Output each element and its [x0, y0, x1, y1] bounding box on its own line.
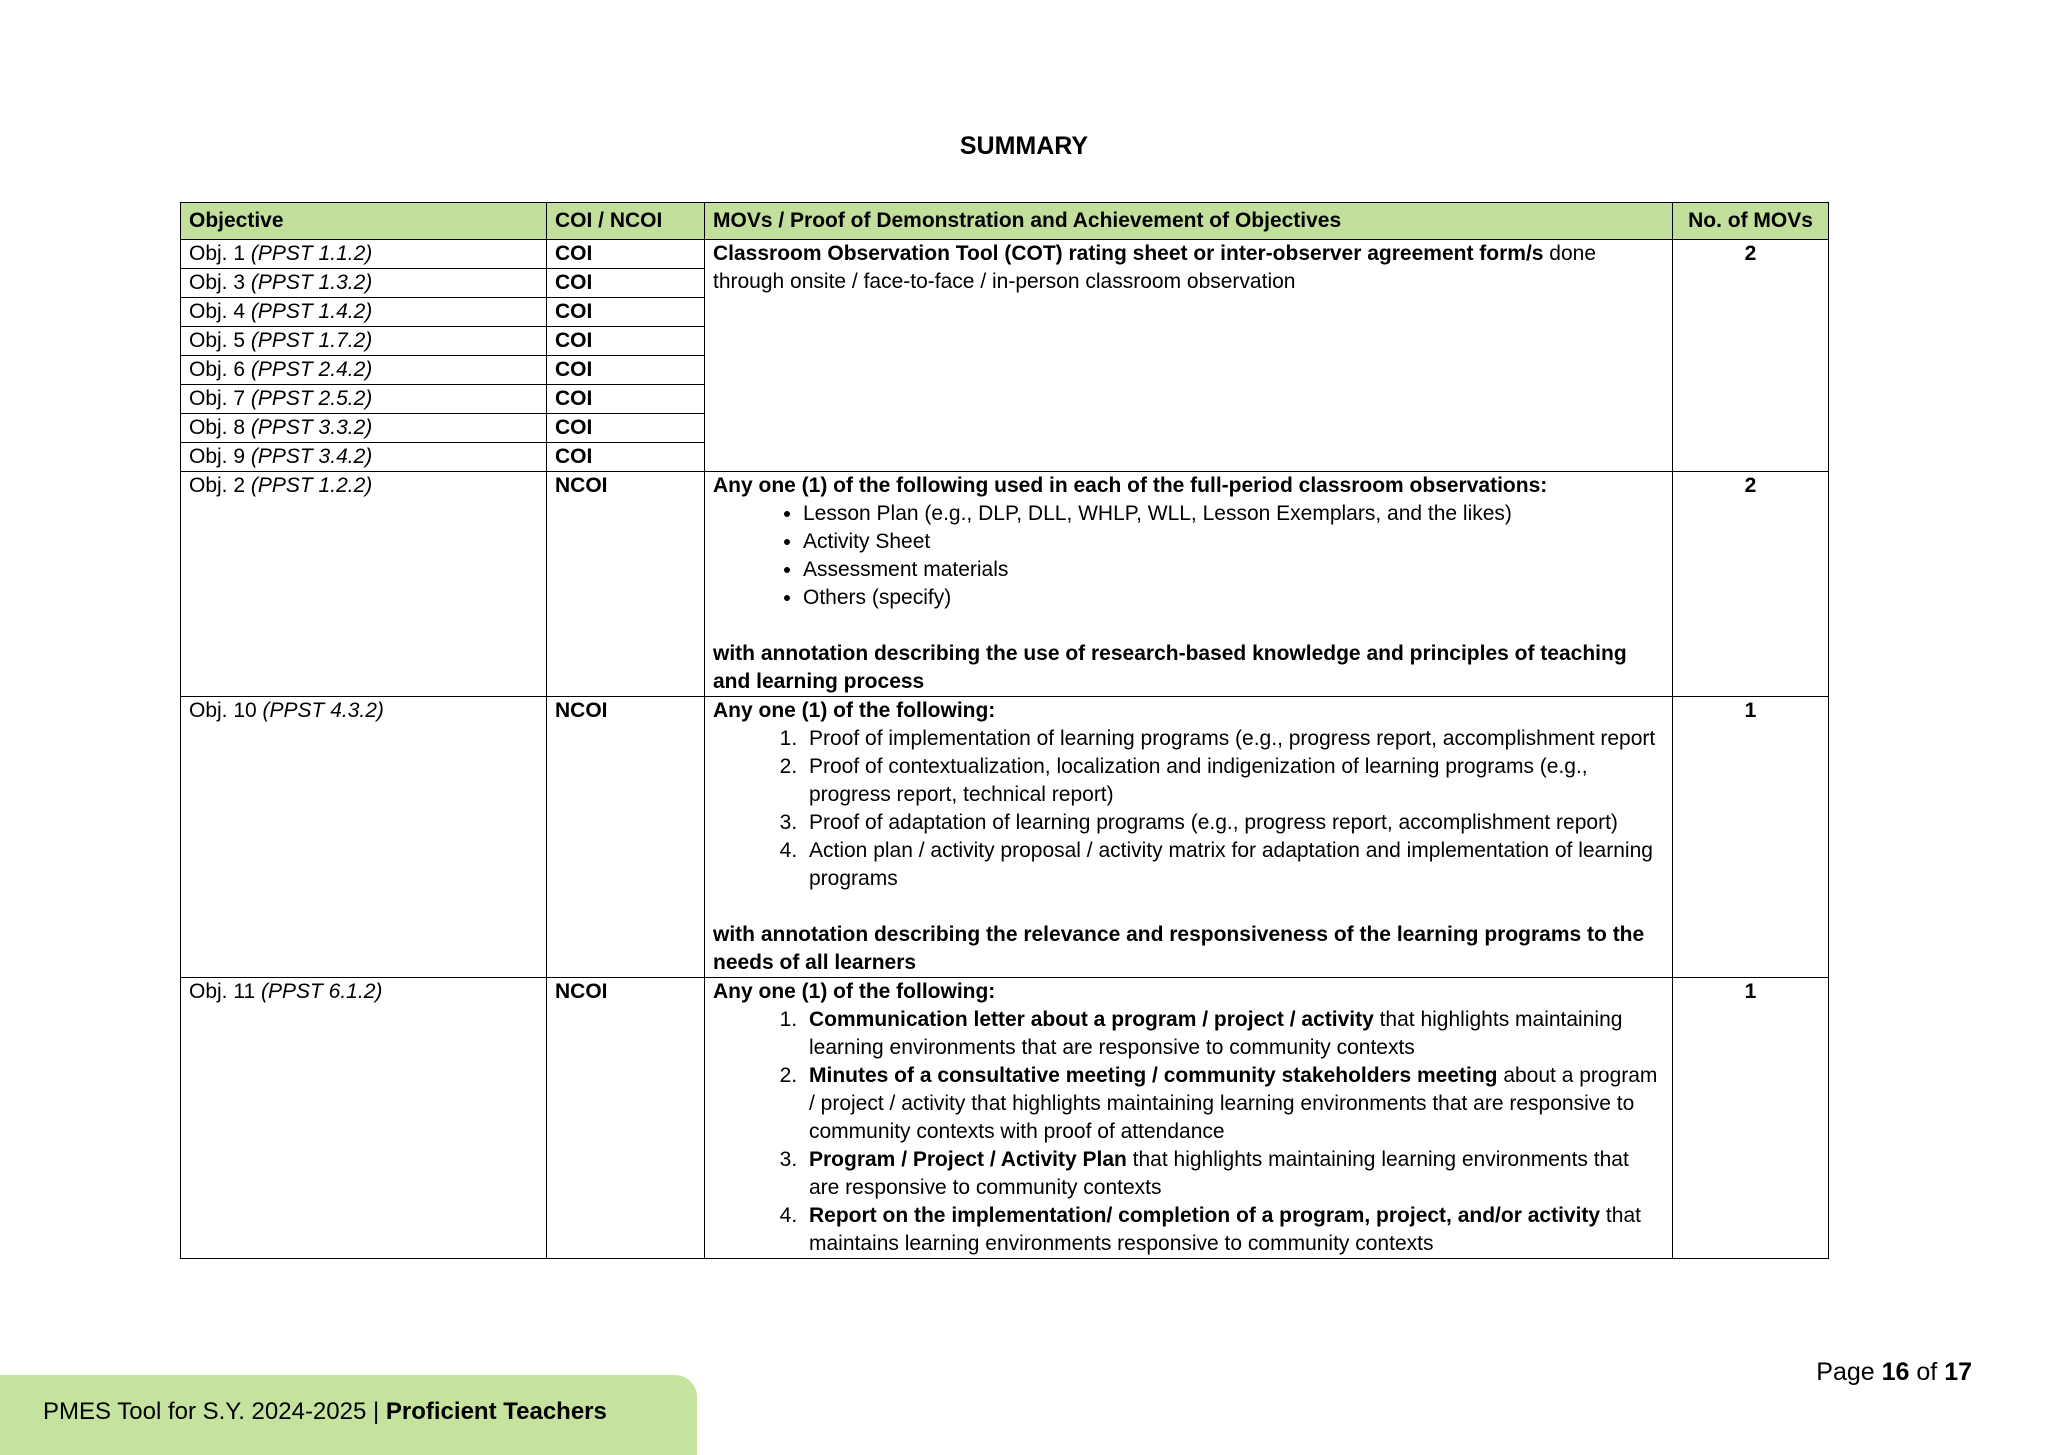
table-row	[181, 472, 1829, 697]
header-no-of-movs: No. of MOVs	[1673, 203, 1829, 240]
type-cell: COI	[547, 327, 705, 356]
list-item: 2. Proof of contextualization, localization and indigenization of learning programs (e.g., progress report, technical report)	[803, 753, 1664, 809]
mov-count-cell: 1	[1673, 978, 1829, 1259]
header-movs: MOVs / Proof of Demonstration and Achievement of Objectives	[705, 203, 1673, 240]
list-item: • Assessment materials	[803, 556, 1664, 584]
objective-cell: Obj. 8 (PPST 3.3.2)	[181, 414, 547, 443]
list-item: 4. Report on the implementation/ completion of a program, project, and/or activity that maintains learning environments responsive to community contexts	[803, 1202, 1664, 1258]
type-cell: COI	[547, 356, 705, 385]
type-cell: COI	[547, 240, 705, 269]
mov-count-cell: 2	[1673, 472, 1829, 697]
type-cell: COI	[547, 414, 705, 443]
objective-cell: Obj. 3 (PPST 1.3.2)	[181, 269, 547, 298]
objective-cell: Obj. 9 (PPST 3.4.2)	[181, 443, 547, 472]
type-cell: COI	[547, 298, 705, 327]
mov-annotation: with annotation describing the use of research-based knowledge and principles of teaching and learning process	[713, 642, 1627, 693]
page-title: SUMMARY	[959, 132, 1089, 160]
type-cell: NCOI	[547, 472, 705, 697]
mov-cell	[705, 472, 1673, 697]
table-row	[181, 978, 1829, 1259]
list-item: • Others (specify)	[803, 584, 1664, 612]
mov-count-cell: 1	[1673, 697, 1829, 978]
objective-cell: Obj. 4 (PPST 1.4.2)	[181, 298, 547, 327]
objective-cell: Obj. 11 (PPST 6.1.2)	[181, 978, 547, 1259]
list-item: 3. Proof of adaptation of learning programs (e.g., progress report, accomplishment report)	[803, 809, 1664, 837]
objective-cell: Obj. 2 (PPST 1.2.2)	[181, 472, 547, 697]
mov-list	[713, 725, 1664, 893]
table-header-row	[181, 203, 1829, 240]
mov-intro: Any one (1) of the following:	[713, 699, 996, 722]
mov-list	[713, 1006, 1664, 1258]
header-objective: Objective	[181, 203, 547, 240]
table-row	[181, 697, 1829, 978]
table-row	[181, 240, 1829, 269]
list-item: 1. Communication letter about a program / project / activity that highlights maintaining learning environments that are responsive to community contexts	[803, 1006, 1664, 1062]
type-cell: COI	[547, 385, 705, 414]
type-cell: NCOI	[547, 697, 705, 978]
summary-table	[180, 202, 1829, 1259]
objective-cell: Obj. 5 (PPST 1.7.2)	[181, 327, 547, 356]
header-coi-ncoi: COI / NCOI	[547, 203, 705, 240]
page-number: Page 16 of 17	[1816, 1358, 1972, 1386]
mov-intro: Any one (1) of the following used in each of the full-period classroom observations:	[713, 474, 1548, 497]
type-cell: COI	[547, 269, 705, 298]
list-item: 2. Minutes of a consultative meeting / community stakeholders meeting about a program / project / activity that highlights maintaining learning environments that are responsive to community contexts with proof of attendance	[803, 1062, 1664, 1146]
list-item: 3. Program / Project / Activity Plan that highlights maintaining learning environments that are responsive to community contexts	[803, 1146, 1664, 1202]
objective-cell: Obj. 10 (PPST 4.3.2)	[181, 697, 547, 978]
list-item: 1. Proof of implementation of learning programs (e.g., progress report, accomplishment report	[803, 725, 1664, 753]
objective-cell: Obj. 1 (PPST 1.1.2)	[181, 240, 547, 269]
objective-cell: Obj. 6 (PPST 2.4.2)	[181, 356, 547, 385]
type-cell: NCOI	[547, 978, 705, 1259]
mov-annotation: with annotation describing the relevance and responsiveness of the learning programs to the needs of all learners	[713, 923, 1645, 974]
mov-cell	[705, 697, 1673, 978]
mov-count-cell: 2	[1673, 240, 1829, 472]
mov-cell: Classroom Observation Tool (COT) rating sheet or inter-observer agreement form/s done through onsite / face-to-face / in-person classroom observation	[705, 240, 1673, 472]
objective-cell: Obj. 7 (PPST 2.5.2)	[181, 385, 547, 414]
type-cell: COI	[547, 443, 705, 472]
mov-list	[713, 500, 1664, 612]
mov-cell	[705, 978, 1673, 1259]
footer-text: PMES Tool for S.Y. 2024-2025 | Proficient Teachers	[43, 1398, 607, 1425]
list-item: • Activity Sheet	[803, 528, 1664, 556]
list-item: • Lesson Plan (e.g., DLP, DLL, WHLP, WLL, Lesson Exemplars, and the likes)	[803, 500, 1664, 528]
mov-intro: Any one (1) of the following:	[713, 980, 996, 1003]
list-item: 4. Action plan / activity proposal / activity matrix for adaptation and implementation of learning programs	[803, 837, 1664, 893]
